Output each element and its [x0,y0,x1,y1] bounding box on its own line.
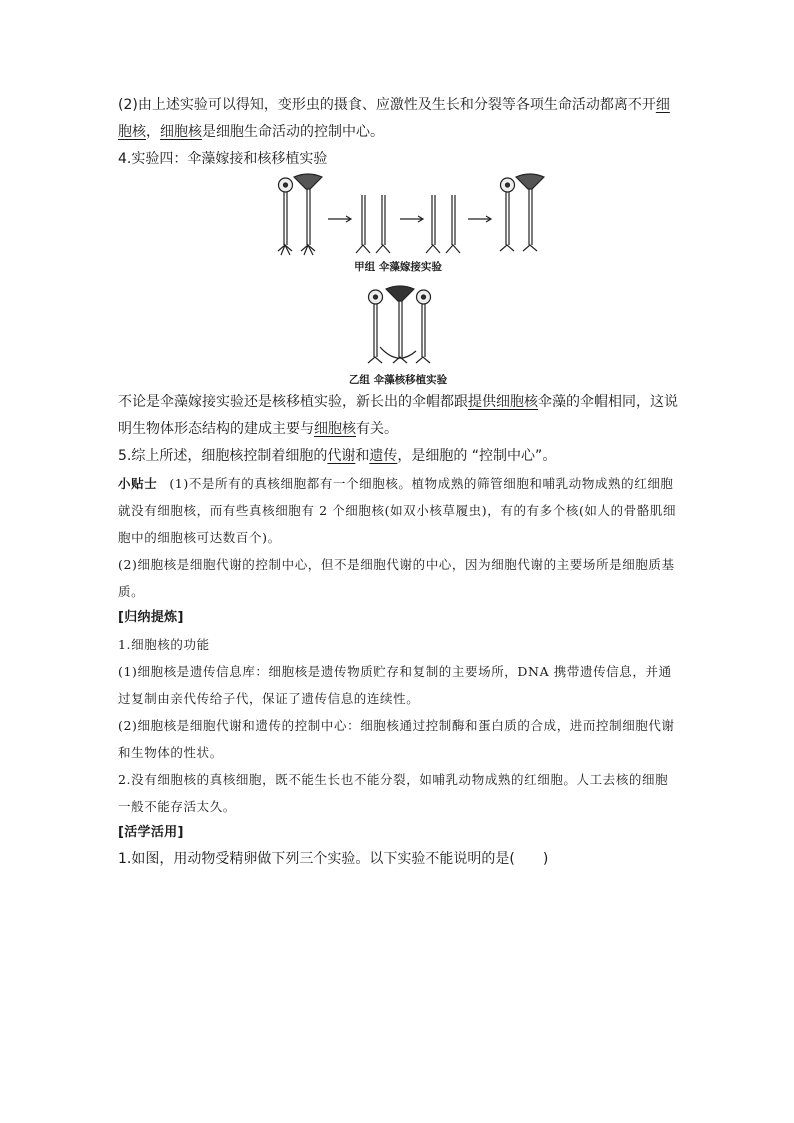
underlined-term: 代谢 [327,448,356,464]
acetabularia-flower-cap [278,178,293,255]
question-1: 1.如图，用动物受精卵做下列三个实验。以下实验不能说明的是( ) [118,851,549,867]
tip-paragraph-2: (2)细胞核是细胞代谢的控制中心，但不是细胞代谢的中心，因为细胞代谢的主要场所是细胞质基质。 [118,557,675,599]
summary-item: (1)细胞核是遗传信息库：细胞核是遗传物质贮存和复制的主要场所，DNA 携带遗传信息，并通过复制由亲代传给子代，保证了遗传信息的连续性。 [118,664,672,706]
figure-caption: 乙组 伞藻核移植实验 [348,374,448,386]
paragraph-morphology: 不论是伞藻嫁接实验还是核移植实验，新长出的伞帽都跟提供细胞核伞藻的伞帽相同，这说明生物体形态结构的建成主要与细胞核有关。 [118,394,678,437]
summary-item: (2)细胞核是细胞代谢和遗传的控制中心：细胞核通过控制酶和蛋白质的合成，进而控制细胞代谢和生物体的性状。 [118,718,675,760]
paragraph-conclusion: (2)由上述实验可以得知，变形虫的摄食、应激性及生长和分裂等各项生命活动都离不开细胞核，细胞核是细胞生命活动的控制中心。 [118,97,670,140]
nuclear-transplant-illustration [118,285,678,371]
underlined-term: 细胞核 [160,124,202,140]
grafting-illustration [118,173,678,259]
figure-caption: 甲组 伞藻嫁接实验 [354,261,442,273]
document-page [118,92,678,873]
summary-item: 2.没有细胞核的真核细胞，既不能生长也不能分裂，如哺乳动物成熟的红细胞。人工去核的细胞一般不能存活太久。 [118,772,669,814]
heading-practice: [活学活用] [118,825,184,840]
tip-label: 小贴士 [118,476,158,491]
figure-grafting [118,173,678,273]
arrow-icon [328,216,351,222]
heading-summary: [归纳提炼] [118,610,184,625]
summary-item: 1.细胞核的功能 [118,637,210,652]
section-title-exp4: 4.实验四：伞藻嫁接和核移植实验 [118,151,328,167]
underlined-term: 细胞核 [118,97,670,140]
underlined-term: 提供细胞核 [468,394,538,410]
figure-nuclear-transplant [118,285,678,387]
paragraph-summary-control: 5.综上所述，细胞核控制着细胞的代谢和遗传，是细胞的 “控制中心”。 [118,448,557,464]
underlined-term: 遗传 [369,448,398,464]
arrow-icon [468,216,491,222]
transfer-curve [380,347,416,358]
underlined-term: 细胞核 [314,421,356,437]
arrow-icon [400,216,423,222]
acetabularia-umbrella-cap [294,174,322,255]
tip-paragraph-1: 小贴士 (1)不是所有的真核细胞都有一个细胞核。植物成熟的筛管细胞和哺乳动物成熟的红细胞就没有细胞核，而有些真核细胞有 2 个细胞核(如双小核草履虫)，有的有多个核(如人的骨骼肌细胞中的细胞核可达数百个)。 [118,476,677,545]
